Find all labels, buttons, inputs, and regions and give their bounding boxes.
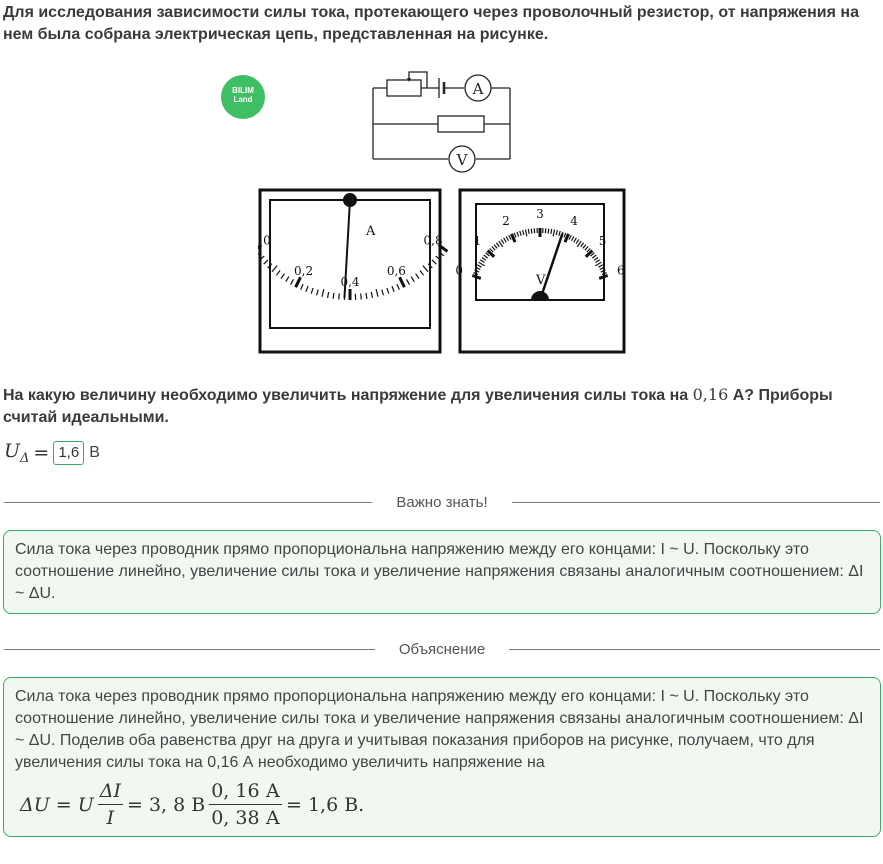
meters-figure	[258, 188, 628, 356]
ammeter-symbol-label: A	[472, 80, 484, 98]
gauge-scale-label: 5	[598, 233, 607, 248]
question-text: На какую величину необходимо увеличить напряжение для увеличения силы тока на 0,16 А? Приборы считай идеальными.	[3, 385, 833, 426]
explanation-text: Сила тока через проводник прямо пропорциональна напряжению между его концами: I ~ U. Поскольку это соотношение линейно, увеличение силы тока и увеличение напряжения связаны аналогичным соотношением: ΔI ~ ΔU. Поделив оба равенства друг на друга и учитывая показания приборов на рисунке, получаем, что для увеличения силы тока на 0,16 А необходимо увеличить напряжение на	[15, 688, 864, 771]
gauge-scale-label: 3	[536, 207, 544, 221]
voltmeter-symbol-label: V	[456, 151, 468, 169]
gauge-scale-label: 0,6	[386, 264, 406, 279]
gauge-scale-label: 0	[263, 233, 271, 248]
gauge-tick	[531, 229, 532, 234]
answer-unit: В	[89, 444, 100, 461]
gauge-tick	[551, 229, 552, 234]
gauge-scale-label: 0	[455, 263, 464, 278]
gauge-tick	[548, 229, 549, 234]
important-divider	[4, 492, 880, 512]
answer-input[interactable]: 1,6	[53, 441, 84, 465]
ammeter-gauge	[258, 190, 447, 352]
task-description: Для исследования зависимости силы тока, протекающего через проволочный резистор, от напряжения на нем была собрана электрическая цепь, представленная на рисунке.	[3, 4, 859, 43]
gauge-tick	[339, 294, 340, 300]
gauge-scale-label: 4	[570, 214, 578, 229]
voltmeter-gauge	[455, 190, 624, 352]
gauge-tick	[361, 294, 362, 300]
circuit-diagram	[365, 66, 517, 176]
gauge-scale-label: 0,2	[294, 264, 314, 279]
answer-variable: $U_\Delta$	[4, 440, 30, 466]
gauge-scale-label: 2	[502, 214, 510, 229]
explanation-heading: Объяснение	[398, 640, 486, 658]
gauge-tick	[333, 293, 334, 299]
solution-formula: ΔU = U $\frac{\Delta I}{I}$ = 3, 8 В $\frac{0, 16 А}{0, 38 А}$ = 1,6 В.	[20, 780, 365, 829]
gauge-scale-label: 1	[473, 233, 482, 248]
gauge-scale-label: 0,4	[340, 275, 360, 289]
answer-row: $U_\Delta$ = 1,6 В	[4, 440, 100, 466]
gauge-tick	[366, 293, 367, 299]
important-text: Сила тока через проводник прямо пропорциональна напряжению между его концами: I ~ U. Поскольку это соотношение линейно, увеличение силы тока и увеличение напряжения связаны аналогичным соотношением: ΔI ~ ΔU.	[15, 541, 864, 602]
bilimland-logo: BILIM Land	[221, 75, 265, 119]
gauge-scale-label: 6	[616, 263, 625, 278]
voltmeter-unit: V	[536, 273, 546, 288]
important-heading: Важно знать!	[396, 493, 488, 511]
gauge-scale-label: 0,8	[423, 233, 443, 248]
gauge-tick	[528, 229, 529, 234]
explanation-box	[3, 677, 881, 837]
important-box	[3, 530, 881, 614]
explanation-divider	[4, 639, 880, 659]
ammeter-unit: A	[366, 224, 376, 239]
